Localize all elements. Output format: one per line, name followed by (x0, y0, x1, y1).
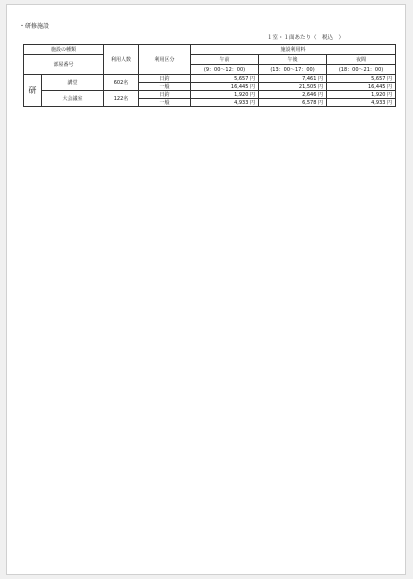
fee-cell: 7,461 円 (259, 75, 327, 83)
room-capacity: 122名 (104, 91, 139, 107)
fee-cell: 21,505 円 (259, 83, 327, 91)
fee-cell: 16,445 円 (327, 83, 396, 91)
fee-cell: 2,646 円 (259, 91, 327, 99)
usage-type-header: 利用区分 (139, 45, 191, 75)
section-title: ・研修施設 (19, 23, 50, 30)
fee-cell: 4,933 円 (191, 99, 259, 107)
capacity-header: 利用人数 (104, 45, 139, 75)
afternoon-header: 午後 (259, 55, 327, 65)
unit-note: １室・１面あたり（ 税込 ） (267, 35, 345, 41)
morning-header: 午前 (191, 55, 259, 65)
fee-cell: 6,578 円 (259, 99, 327, 107)
morning-time: (9：00～12：00) (191, 65, 259, 75)
fee-cell: 1,920 円 (191, 91, 259, 99)
building-label: 研 (24, 75, 42, 107)
room-number-header: 部屋番号 (24, 55, 104, 75)
fee-cell: 5,657 円 (191, 75, 259, 83)
usage-label: 一般 (139, 83, 191, 91)
facility-type-header: 施設の種類 (24, 45, 104, 55)
room-name: 大会議室 (42, 91, 104, 107)
afternoon-time: (13：00～17：00) (259, 65, 327, 75)
fee-header: 施設利用料 (191, 45, 396, 55)
usage-label: 一般 (139, 99, 191, 107)
room-capacity: 602名 (104, 75, 139, 91)
fee-cell: 4,933 円 (327, 99, 396, 107)
fee-cell: 16,445 円 (191, 83, 259, 91)
fee-cell: 1,920 円 (327, 91, 396, 99)
night-header: 夜間 (327, 55, 396, 65)
usage-label: 日釣 (139, 91, 191, 99)
room-name: 講堂 (42, 75, 104, 91)
usage-label: 日釣 (139, 75, 191, 83)
fee-cell: 5,657 円 (327, 75, 396, 83)
document-page (6, 4, 406, 575)
fee-table (23, 44, 396, 107)
night-time: (18：00～21：00) (327, 65, 396, 75)
